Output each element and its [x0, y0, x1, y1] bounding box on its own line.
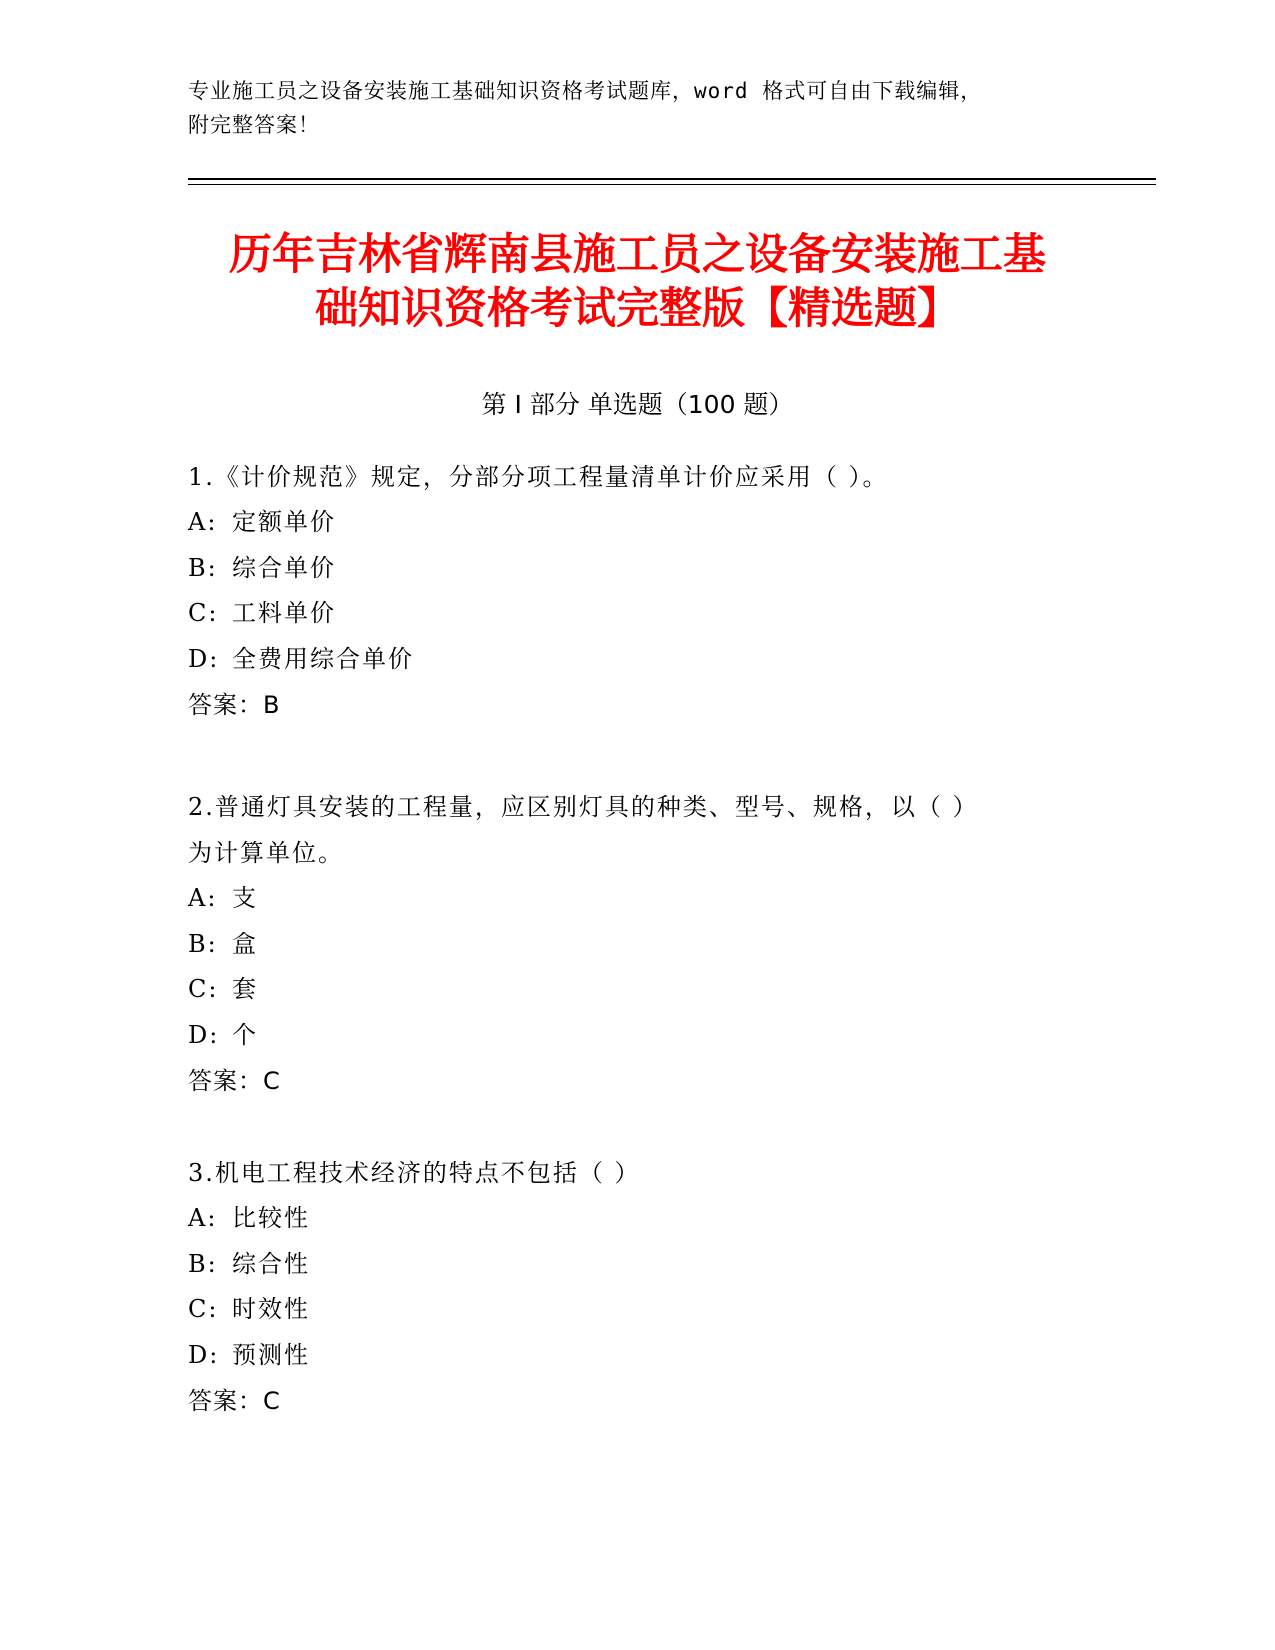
question-stem: 3.机电工程技术经济的特点不包括（ ）	[188, 1159, 641, 1187]
option-d	[188, 1013, 1078, 1059]
option-c	[188, 1287, 1078, 1333]
option-letter: D:	[188, 1020, 220, 1049]
option-text: 定额单价	[232, 508, 336, 536]
header-note-line-1: 专业施工员之设备安装施工基础知识资格考试题库，word 格式可自由下载编辑，	[188, 79, 983, 103]
option-letter: A:	[188, 884, 218, 912]
header-divider-thick	[188, 178, 1156, 180]
option-text: 盒	[232, 929, 258, 958]
option-letter: D:	[188, 1340, 220, 1369]
option-b	[188, 922, 1078, 968]
option-c	[188, 967, 1078, 1013]
option-text: 综合单价	[232, 553, 336, 582]
option-text: 全费用综合单价	[232, 644, 414, 673]
header-note	[188, 74, 1088, 142]
option-d	[188, 637, 1078, 683]
option-letter: B:	[188, 1249, 218, 1278]
answer-line: 答案：C	[188, 1387, 281, 1415]
question-1	[188, 454, 1078, 728]
option-letter: A:	[188, 1204, 218, 1232]
option-letter: C:	[188, 1295, 219, 1323]
header-note-line-2: 附完整答案！	[188, 113, 320, 137]
option-letter: C:	[188, 599, 219, 627]
question-stem-line-1: 2.普通灯具安装的工程量，应区别灯具的种类、型号、规格，以（ ）	[188, 793, 979, 821]
question-3	[188, 1150, 1078, 1424]
option-text: 个	[232, 1020, 258, 1049]
question-stem-line-2: 为计算单位。	[188, 839, 344, 867]
document-title-line-1: 历年吉林省辉南县施工员之设备安装施工基	[229, 230, 1046, 280]
document-title	[160, 228, 1115, 336]
option-c	[188, 591, 1078, 637]
option-text: 预测性	[232, 1340, 310, 1369]
option-a	[188, 500, 1078, 546]
question-2	[188, 784, 1078, 1104]
option-text: 时效性	[232, 1295, 310, 1323]
header-divider-thin	[188, 184, 1156, 185]
option-d	[188, 1333, 1078, 1379]
option-letter: D:	[188, 644, 220, 673]
option-b	[188, 1242, 1078, 1288]
option-letter: C:	[188, 975, 219, 1003]
option-text: 工料单价	[232, 599, 336, 627]
option-text: 综合性	[232, 1249, 310, 1278]
option-letter: A:	[188, 508, 218, 536]
question-stem: 1.《计价规范》规定，分部分项工程量清单计价应采用（ ）。	[188, 463, 889, 491]
answer-line: 答案：C	[188, 1067, 281, 1095]
option-text: 套	[232, 975, 258, 1003]
option-a	[188, 1196, 1078, 1242]
option-text: 支	[232, 884, 258, 912]
section-heading: 第 I 部分 单选题（100 题）	[481, 390, 794, 419]
answer-line: 答案：B	[188, 691, 281, 719]
option-a	[188, 876, 1078, 922]
option-letter: B:	[188, 929, 218, 958]
document-title-line-2: 础知识资格考试完整版【精选题】	[315, 284, 960, 334]
option-letter: B:	[188, 553, 218, 582]
option-text: 比较性	[232, 1204, 310, 1232]
option-b	[188, 546, 1078, 592]
